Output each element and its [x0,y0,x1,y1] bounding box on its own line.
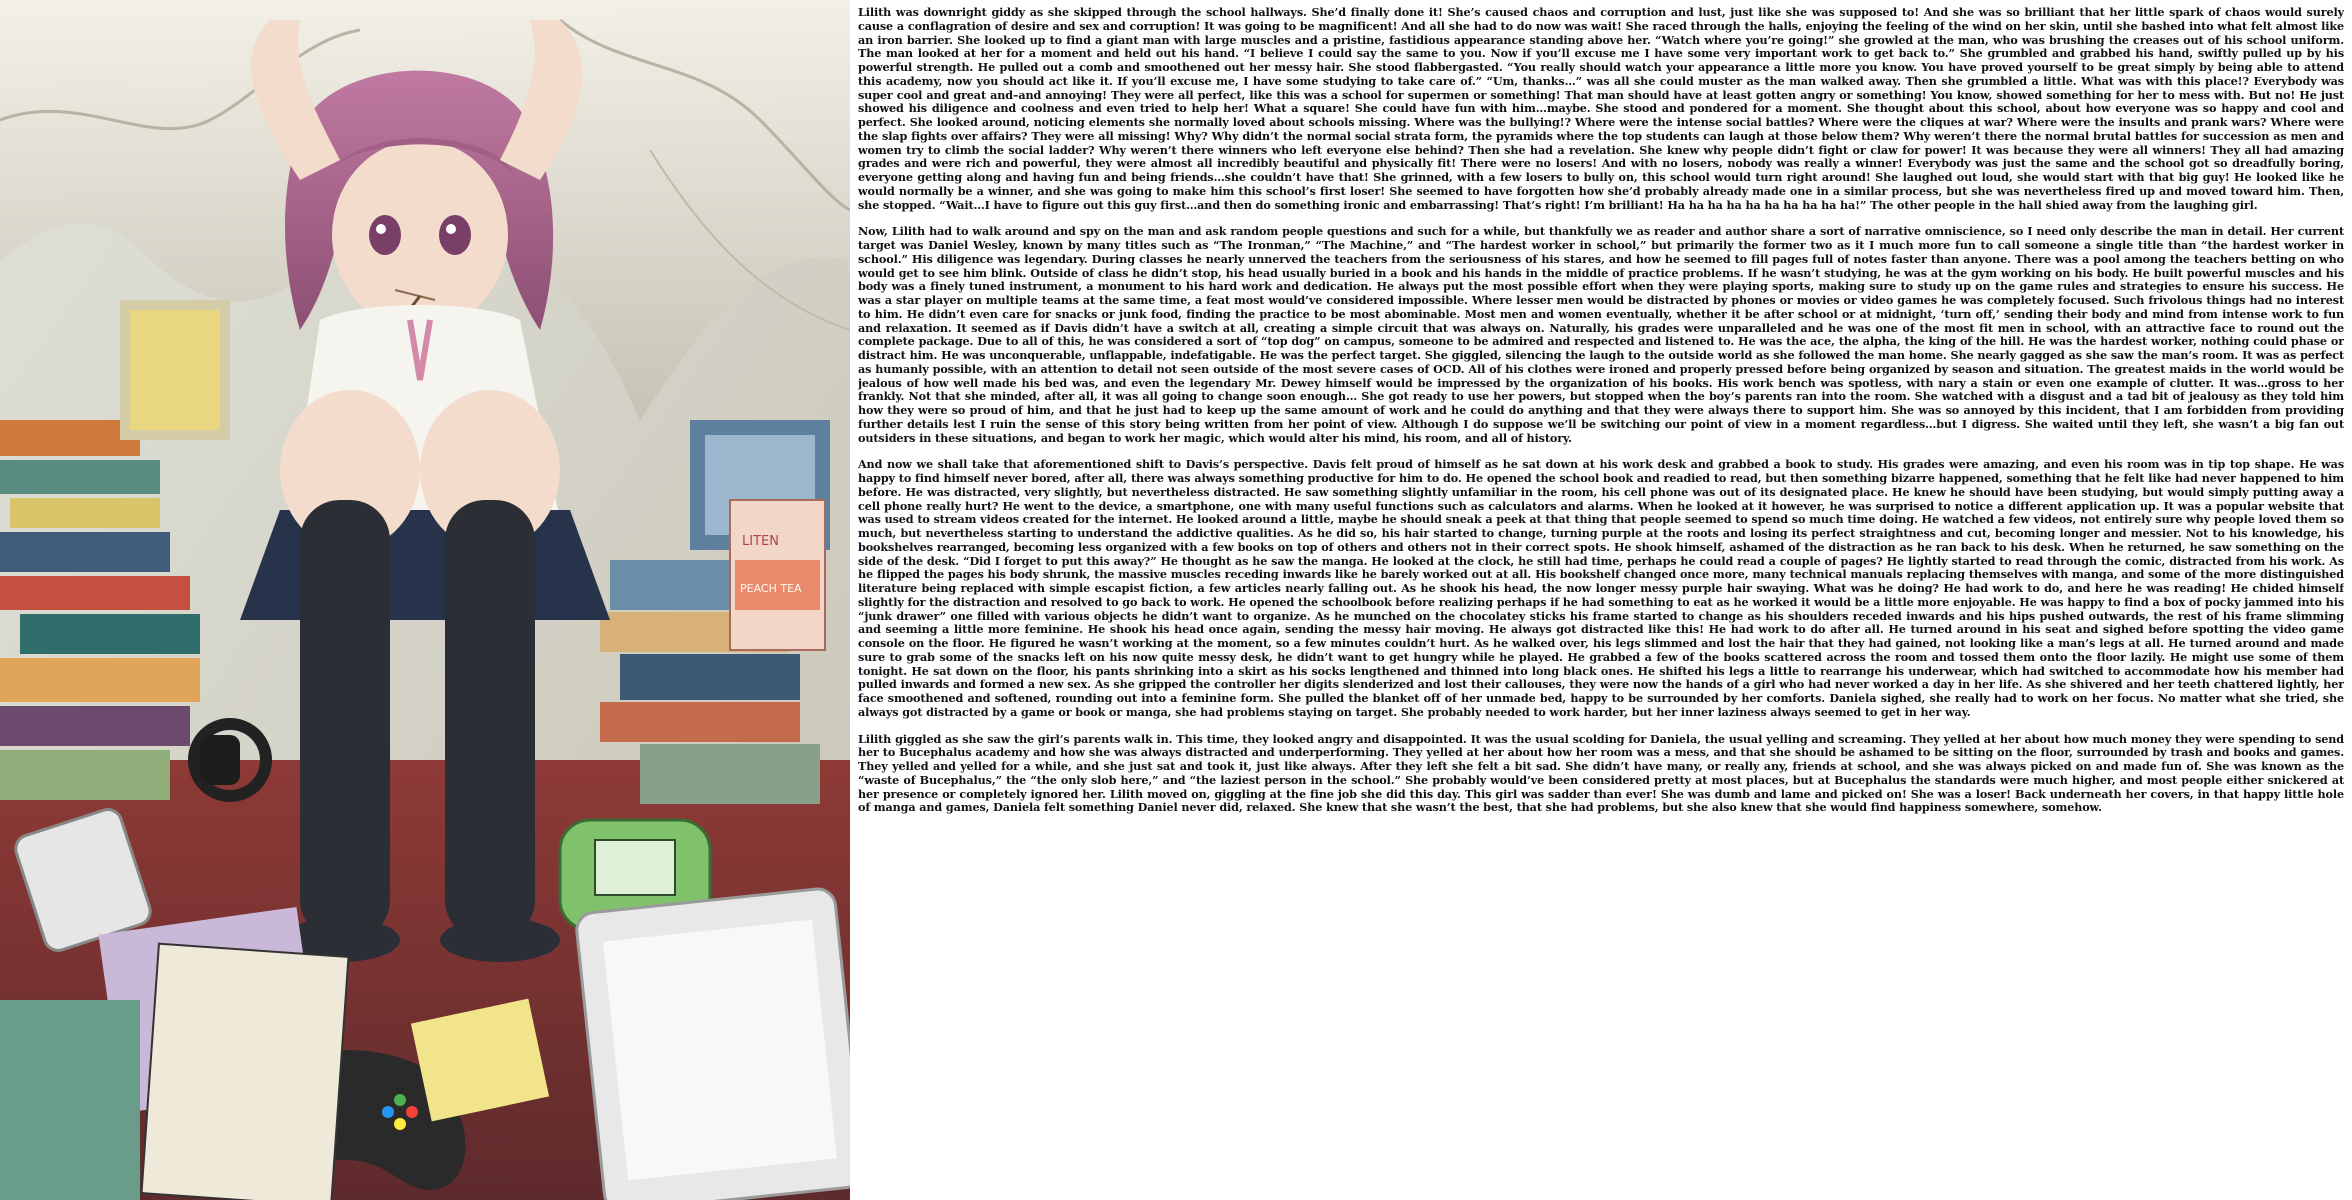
illustration-art [0,0,850,1200]
illustration-panel [0,0,850,1200]
story-paragraph-2: Now, Lilith had to walk around and spy on the man and ask random people questions and such for a while, but thankfully we as reader and author share a sort of narrative omniscience, so I need only describe the man in detail. Her current target was Daniel Wesley, known by many titles such as “The Ironman,” “The Machine,” and “The hardest worker in school,” but primarily the former two as it I much more fun to call someone a single title than “the hardest worker in school.” His diligence was legendary. During classes he nearly unnerved the teachers from the seriousness of his stares, and how he seemed to fill pages full of notes faster than anyone. There was a pool among the teachers betting on who would get to see him blink. Outside of class he didn’t stop, his head usually buried in a book and his hands in the middle of practice problems. If he wasn’t studying, he was at the gym working on his body. He built powerful muscles and his body was a finely tuned instrument, a monument to his hard work and dedication. He always put the most possible effort when they were playing sports, making sure to study up on the game rules and strategies to ensure his success. He was a star player on multiple teams at the same time, a feat most would’ve considered impossible. Where lesser men would be distracted by phones or movies or video games he was completely focused. Such frivolous things had no interest to him. He didn’t even care for snacks or junk food, finding the practice to be most abominable. Most men and women eventually, whether it be after school or at midnight, ‘turn off,’ sending their body and mind from intense work to fun and relaxation. It seemed as if Davis didn’t have a switch at all, creating a simple circuit that was always on. Naturally, his grades were unparalleled and he was one of the most fit men in school, with an attractive face to round out the complete package. Due to all of this, he was considered a sort of “top dog” on campus, someone to be admired and respected and listened to. He was the ace, the alpha, the king of the hill. He was the hardest worker, nothing could phase or distract him. He was unconquerable, unflappable, indefatigable. He was the perfect target. She giggled, silencing the laugh to the outside world as she followed the man home. She nearly gagged as she saw the man’s room. It was as perfect as humanly possible, with an attention to detail not seen outside of the most severe cases of OCD. All of his clothes were ironed and properly pressed before being organized by season and situation. The greatest maids in the world would be jealous of how well made his bed was, and even the legendary Mr. Dewey himself would be impressed by the organization of his books. His work bench was spotless, with nary a stain or even one example of clutter. It was…gross to her frankly. Not that she minded, after all, it was all going to change soon enough… She got ready to use her powers, but stopped when the boy’s parents ran into the room. She watched with a disgust and a tad bit of jealousy as they told him how they were so proud of him, and that he just had to keep up the same amount of work and he could do anything and that they were always there to support him. She was so annoyed by this incident, that I am forbidden from providing further details lest I ruin the sense of this story being written from her point of view. Although I do suppose we’ll be switching our point of view in a moment regardless…but I digress. She waited until they left, she wasn’t a big fan out outsiders in these situations, and began to work her magic, which would alter his mind, his room, and all of history. [858,224,2344,445]
story-paragraph-3: And now we shall take that aforementioned shift to Davis’s perspective. Davis felt proud of himself as he sat down at his work desk and grabbed a book to study. His grades were amazing, and even his room was in tip top shape. He was happy to find himself never bored, after all, there was always something productive for him to do. He opened the school book and readied to read, but then something bizarre happened, something that he felt like had never happened to him before. He was distracted, very slightly, but nevertheless distracted. He saw something slightly unfamiliar in the room, his cell phone was out of its designated place. He knew he should have been studying, but would simply putting away a cell phone really hurt? He went to the device, a smartphone, one with many useful functions such as calculators and alarms. When he looked at it however, he was surprised to notice a different application up. It was a popular website that was used to stream videos created for the internet. He looked around a little, maybe he should sneak a peek at that thing that people seemed to spend so much time doing. He watched a few videos, not entirely sure why people loved them so much, but nevertheless starting to understand the addictive qualities. As he did so, his hair started to change, turning purple at the roots and losing its perfect straightness and cut, becoming longer and messier. Not to his knowledge, his bookshelves rearranged, becoming less organized with a few books on top of others and others not in their correct spots. He shook himself, ashamed of the distraction as he ran back to his desk. When he returned, he saw something on the side of the desk. “Did I forget to put this away?” He thought as he saw the manga. He looked at the clock, he still had time, perhaps he could read a couple of pages? He lightly started to read through the comic, distracted from his work. As he flipped the pages his body shrunk, the massive muscles receding inwards like he barely worked out at all. His bookshelf changed once more, many technical manuals replacing themselves with manga, and some of the more distinguished literature being replaced with simple escapist fiction, a few articles nearly falling out. As he shook his head, the now longer messy purple hair swaying. What was he doing? He had work to do, and here he was reading! He chided himself slightly for the distraction and resolved to go back to work. He opened the schoolbook before realizing perhaps if he had something to eat as he worked it would be a little more enjoyable. He was happy to find a box of pocky jammed into his “junk drawer” one filled with various objects he didn’t want to organize. As he munched on the chocolatey sticks his frame started to change as his shoulders receded inwards and his hips pushed outwards, the rest of his frame slimming and seeming a little more feminine. He shook his head once again, sending the messy hair moving. He always got distracted like this! He had work to do after all. He turned around in his seat and sighed before spotting the video game console on the floor. He figured he wasn’t working at the moment, so a few minutes couldn’t hurt. As he walked over, his legs slimmed and lost the hair that they had gained, not looking like a man’s legs at all. He turned around and made sure to grab some of the snacks left on his now quite messy desk, he didn’t want to get hungry while he played. He grabbed a few of the books scattered across the room and tossed them onto the floor lazily. He might use some of them tonight. He sat down on the floor, his pants shrinking into a skirt as his socks lengthened and thinned into long black ones. He shifted his legs a little to rearrange his underwear, which had switched to accommodate how his member had pulled inwards and formed a new sex. As she gripped the controller her digits slenderized and lost their callouses, they were now the hands of a girl who had never worked a day in her life. As she shivered and her teeth chattered lightly, her face smoothened and softened, rounding out into a feminine form. She pulled the blanket off of her unmade bed, happy to be surrounded by her comforts. Daniela sighed, she really had to work on her focus. No matter what she tried, she always got distracted by a game or book or manga, she had problems staying on target. She probably needed to work harder, but her inner laziness always seemed to get in her way. [858,457,2344,719]
story-paragraph-1: Lilith was downright giddy as she skipped through the school hallways. She’d finally done it! She’s caused chaos and corruption and lust, just like she was supposed to! And she was so brilliant that her little spark of chaos would surely cause a conflagration of desire and sex and corruption! It was going to be magnificent! And all she had to do now was wait! She raced through the halls, enjoying the feeling of the wind on her skin, until she bashed into what felt almost like an iron barrier. She looked up to find a giant man with large muscles and a pristine, fastidious appearance standing above her. “Watch where you’re going!” she growled at the man, who was brushing the creases out of his school uniform. The man looked at her for a moment and held out his hand. “I believe I could say the same to you. Now if you’ll excuse me I have some very important work to get back to.” She grumbled and grabbed his hand, swiftly pulled up by his powerful strength. He pulled out a comb and smoothened out her messy hair. She stood flabbergasted. “You really should watch your appearance a little more you know. You have proved yourself to be great simply by being able to attend this academy, now you should act like it. If you’ll excuse me, I have some studying to take care of.” “Um, thanks…” was all she could muster as the man walked away. Then she grumbled a little. What was with this place!? Everybody was super cool and great and–and annoying! They were all perfect, like this was a school for supermen or something! That man should have at least gotten angry or something! You know, showed something for her to mess with. But no! He just showed his diligence and coolness and even tried to help her! What a square! She could have fun with him…maybe. She stood and pondered for a moment. She thought about this school, about how everyone was so happy and cool and perfect. She looked around, noticing elements she normally loved about schools missing. Where was the bullying!? Where were the intense social battles? Where were the cliques at war? Where were the insults and prank wars? Where were the slap fights over affairs? They were all missing! Why? Why didn’t the normal social strata form, the pyramids where the top students can laugh at those below them? Why weren’t there the normal brutal battles for succession as men and women try to climb the social ladder? Why weren’t there winners who left everyone else behind? Then she had a revelation. She knew why people didn’t fight or claw for power! It was because they were all winners! They all had amazing grades and were rich and powerful, they were almost all incredibly beautiful and physically fit! There were no losers! And with no losers, nobody was really a winner! Everybody was just the same and the school got so dreadfully boring, everyone getting along and having fun and being friends…she couldn’t have that! She grinned, with a few losers to bully on, this school would turn right around! She laughed out loud, she would start with that big guy! He looked like he would normally be a winner, and she was going to make him this school’s first loser! She seemed to have forgotten how she’d probably already made one in a similar process, but she was nevertheless fired up and moved toward him. Then, she stopped. “Wait…I have to figure out this guy first…and then do something ironic and embarrassing! That’s right! I’m brilliant! Ha ha ha ha ha ha ha ha ha ha!” The other people in the hall shied away from the laughing girl. [858,6,2344,212]
peach-tea-carton [730,500,825,650]
tablet [575,887,850,1200]
carton-flavor-label: PEACH TEA [740,582,802,595]
carton-brand-label: LITEN [742,534,779,549]
story-text [858,6,2344,1194]
story-paragraph-4: Lilith giggled as she saw the girl’s parents walk in. This time, they looked angry and disappointed. It was the usual scolding for Daniela, the usual yelling and screaming. They yelled at her about how much money they were spending to send her to Bucephalus academy and how she was always distracted and underperforming. They yelled at her about how her room was a mess, and that she should be ashamed to be sitting on the floor, surrounded by trash and books and games. They yelled and yelled for a while, and she just sat and took it, just like always. After they left she felt a bit sad. She didn’t have many, or really any, friends at school, and she was always picked on and made fun of. She was known as the “waste of Bucephalus,” the “the only slob here,” and “the laziest person in the school.” She probably would’ve been considered pretty at most places, but at Bucephalus the standards were much higher, and most people either snickered at her presence or completely ignored her. Lilith moved on, giggling at the fine job she did this day. This girl was sadder than ever! She was dumb and lame and picked on! She was a loser! Back underneath her covers, in that happy little hole of manga and games, Daniela felt something Daniel never did, relaxed. She knew that she wasn’t the best, that she had problems, but she also knew that she would find happiness somewhere, somehow. [858,731,2344,815]
